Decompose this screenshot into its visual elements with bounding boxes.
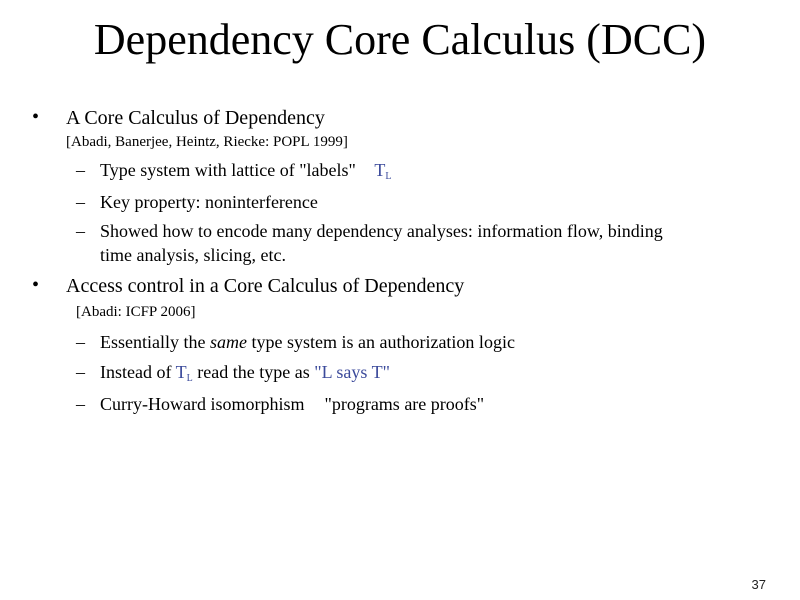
bullet-2-reference: [Abadi: ICFP 2006] — [76, 304, 196, 320]
bullet-1-sub-3-line-1: Showed how to encode many dependency analyses: information flow, binding — [100, 221, 663, 241]
bullet-1-reference: [Abadi, Banerjee, Heintz, Riecke: POPL 1999] — [66, 134, 348, 150]
t-label-symbol: $T_L$ — [175, 362, 193, 384]
t-label-symbol: $T_L$ — [374, 160, 392, 182]
bullet-dot-icon: • — [32, 106, 40, 128]
dash-icon: – — [76, 192, 85, 212]
slide-title: Dependency Core Calculus (DCC) — [93, 15, 707, 64]
emphasis-same: same — [209, 332, 247, 352]
bullet-2-sub-2: Instead of $T_L$ read the type as "L says T" — [100, 362, 390, 384]
bullet-1-text: A Core Calculus of Dependency — [66, 107, 325, 129]
dash-icon: – — [76, 394, 85, 414]
bullet-2-text: Access control in a Core Calculus of Dependency — [66, 275, 465, 297]
bullet-1-sub-2: Key property: noninterference — [100, 192, 318, 212]
dash-icon: – — [76, 160, 85, 180]
bullet-1-sub-3-line-2: time analysis, slicing, etc. — [100, 245, 286, 265]
bullet-2-sub-3: Curry-Howard isomorphism "programs are proofs" — [100, 394, 485, 414]
bullet-2-sub-1: Essentially the same type system is an authorization logic — [100, 332, 515, 352]
l-says-t-quote: "L says T" — [314, 362, 390, 382]
dash-icon: – — [76, 332, 85, 352]
page-number: 37 — [751, 577, 766, 592]
dash-icon: – — [76, 362, 85, 382]
bullet-1-sub-1 — [100, 160, 392, 182]
sub-1-text: Type system with lattice of "labels" — [100, 160, 356, 180]
bullet-dot-icon: • — [32, 274, 40, 296]
dash-icon: – — [76, 221, 85, 241]
